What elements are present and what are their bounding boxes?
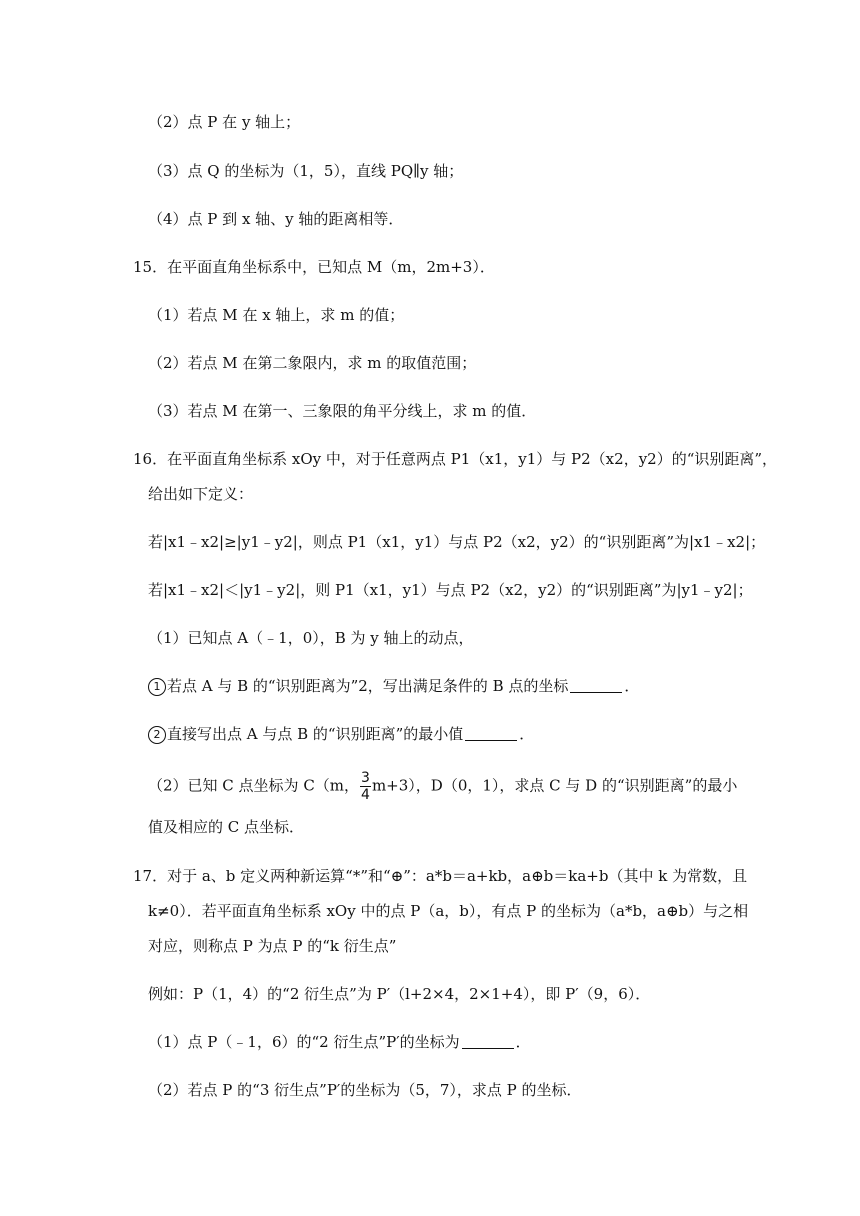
q17-stem-line-1: 17．对于 a、b 定义两种新运算“*”和“⊕”：a*b＝a+kb，a⊕b＝ka+b（其中 k 为常数，且 [133,867,748,885]
q16-sub-question-1: 1 若点 A 与 B 的“识别距离为”2，写出满足条件的 B 点的坐标 ． [148,676,639,696]
q17-stem-line-3: 对应，则称点 P 为点 P 的“k 衍生点” [148,937,397,955]
q17-item-2: （2）若点 P 的“3 衍生点”P′的坐标为（5，7），求点 P 的坐标． [148,1081,582,1099]
q14-item-2: （2）点 P 在 y 轴上； [148,113,301,131]
circled-number-2: 2 [148,726,166,744]
q16-sub-question-2: 2 直接写出点 A 与点 B 的“识别距离”的最小值 ． [148,724,534,744]
q16-definition-1: 若|x1﹣x2|≥|y1﹣y2|，则点 P1（x1，y1）与点 P2（x2，y2）的“识别距离”为|x1﹣x2|； [148,533,766,551]
q16-part-2: （2）已知 C 点坐标为 C（m， $\frac{3}{4}$ m+3），D（0，1），求点 C 与 D 的“识别距离”的最小 [148,770,738,803]
q16-part-2-continued: 值及相应的 C 点坐标． [148,818,305,836]
q17-example: 例如：P（1，4）的“2 衍生点”为 P′（l+2×4，2×1+4），即 P′（9，6）． [148,985,651,1003]
q17-stem-line-2: k≠0）．若平面直角坐标系 xOy 中的点 P（a，b），有点 P 的坐标为（a*b，a⊕b）与之相 [148,902,749,920]
q14-item-4: （4）点 P 到 x 轴、y 轴的距离相等． [148,210,404,228]
circled-number-1: 1 [148,678,166,696]
fraction-three-quarters: $\frac{3}{4}$ [361,770,370,803]
answer-blank [570,678,622,693]
q17-item-1: （1）点 P（﹣1，6）的“2 衍生点”P′的坐标为 ． [148,1033,531,1051]
q16-definition-2: 若|x1﹣x2|＜|y1﹣y2|，则 P1（x1，y1）与点 P2（x2，y2）的“识别距离”为|y1﹣y2|； [148,581,753,599]
q15-item-1: （1）若点 M 在 x 轴上，求 m 的值； [148,306,405,324]
answer-blank [465,726,517,741]
q14-item-3: （3）点 Q 的坐标为（1，5），直线 PQ∥y 轴； [148,162,464,180]
q15-stem: 15．在平面直角坐标系中，已知点 M（m，2m+3）． [133,258,495,276]
q16-stem-line-1: 16．在平面直角坐标系 xOy 中，对于任意两点 P1（x1，y1）与 P2（x2，y2）的“识别距离”， [133,450,778,468]
q15-item-2: （2）若点 M 在第二象限内，求 m 的取值范围； [148,354,477,372]
q16-stem-line-2: 给出如下定义： [148,485,254,503]
answer-blank [462,1034,514,1049]
q15-item-3: （3）若点 M 在第一、三象限的角平分线上，求 m 的值． [148,402,537,420]
q16-part-1: （1）已知点 A（﹣1，0），B 为 y 轴上的动点， [148,629,474,647]
